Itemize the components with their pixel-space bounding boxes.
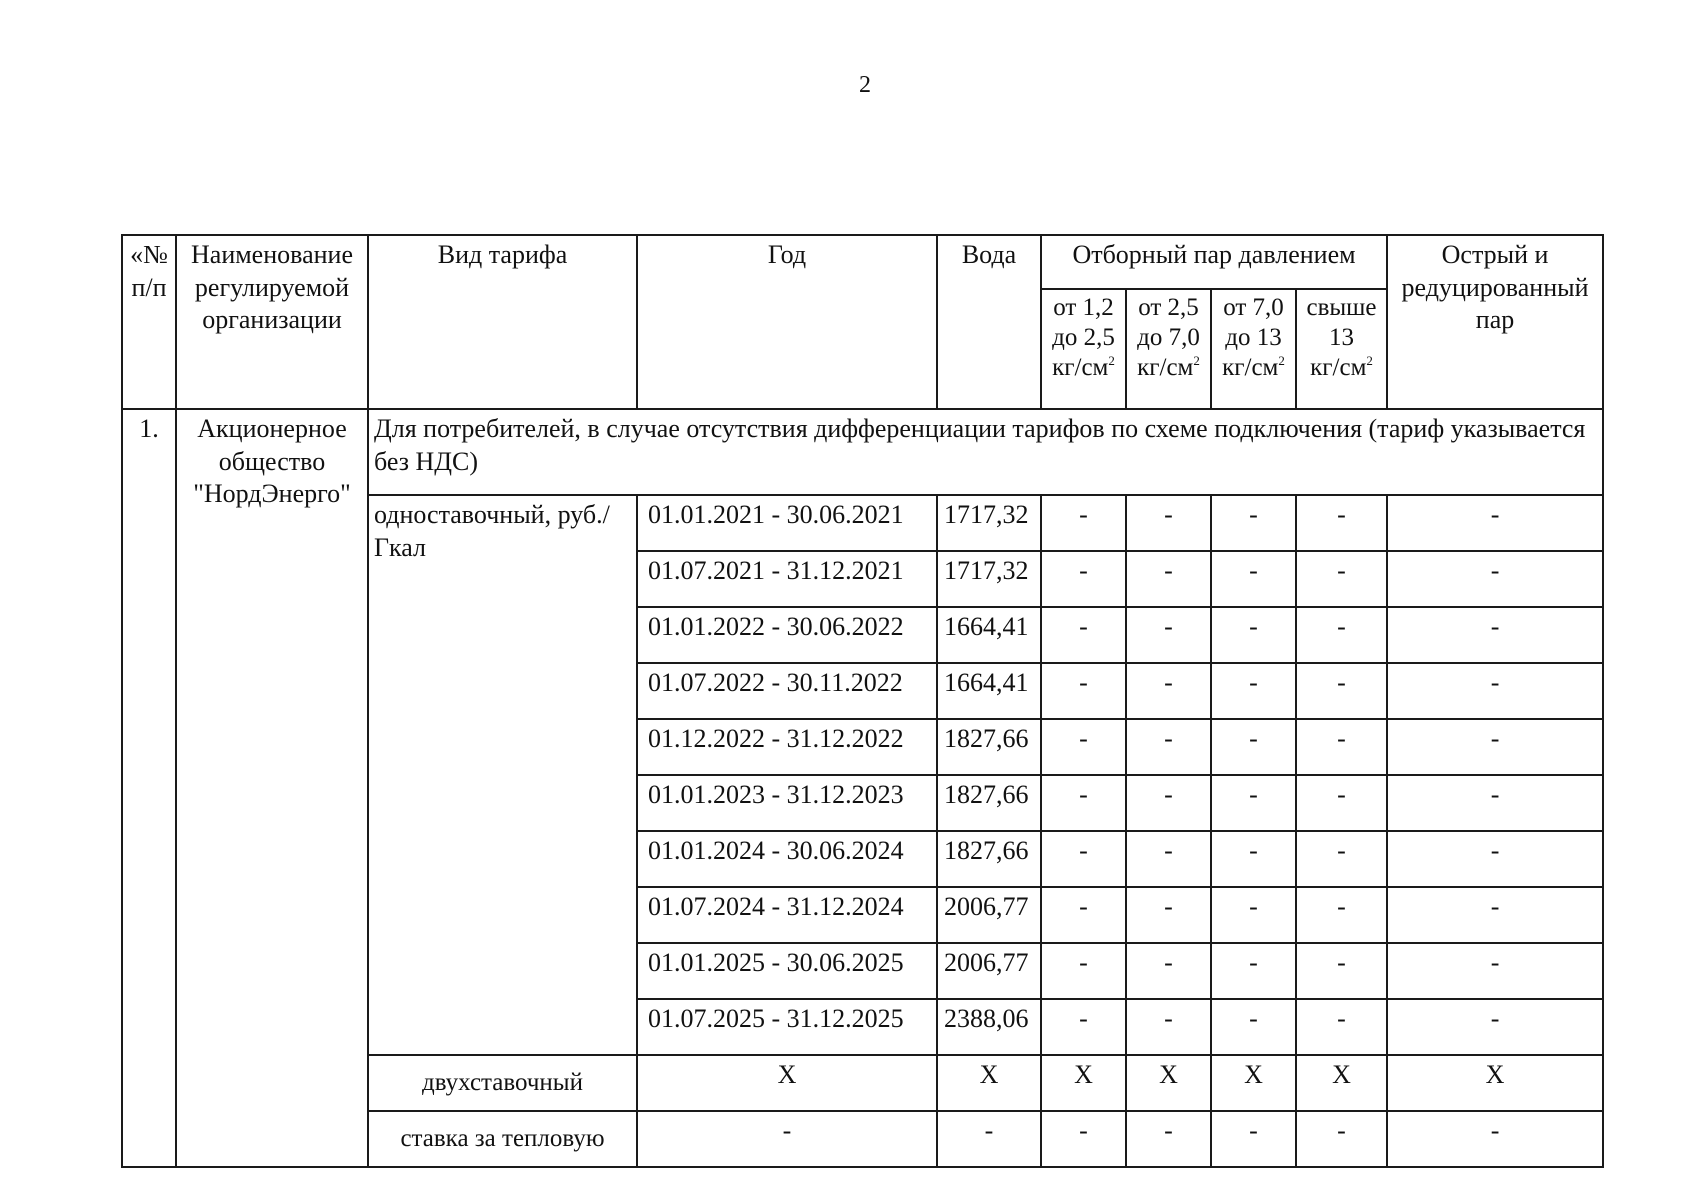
dash-cell: - [1126, 495, 1211, 551]
dash-cell: - [1041, 943, 1126, 999]
header-org: Наименование регулируемой организации [176, 235, 368, 409]
period-cell: 01.01.2024 - 30.06.2024 [637, 831, 937, 887]
dash-cell: - [1387, 607, 1603, 663]
period-cell: 01.01.2021 - 30.06.2021 [637, 495, 937, 551]
dash-cell: - [1041, 999, 1126, 1055]
water-value: 2006,77 [937, 887, 1041, 943]
header-water: Вода [937, 235, 1041, 409]
consumer-note: Для потребителей, в случае отсутствия дифференциации тарифов по схеме подключения (тариф указывается без НДС) [368, 409, 1603, 495]
dash-cell: - [1126, 551, 1211, 607]
dash-cell: - [1296, 775, 1387, 831]
dash-cell: - [1211, 495, 1296, 551]
dash-cell: - [1387, 943, 1603, 999]
dash-cell: - [1296, 999, 1387, 1055]
dash-cell: - [1211, 887, 1296, 943]
dash-cell: - [1041, 775, 1126, 831]
x-mark: Х [1126, 1055, 1211, 1111]
dash-cell: - [1296, 831, 1387, 887]
dash-cell: - [1296, 495, 1387, 551]
period-cell: 01.07.2025 - 31.12.2025 [637, 999, 937, 1055]
dash-cell: - [1387, 887, 1603, 943]
dash-cell: - [1387, 495, 1603, 551]
water-value: 1717,32 [937, 495, 1041, 551]
period-cell: 01.01.2022 - 30.06.2022 [637, 607, 937, 663]
header-steam-col-2: от 2,5 до 7,0 $кг/см^2$ [1126, 289, 1211, 409]
dash-cell: - [1387, 719, 1603, 775]
dash-cell: - [1041, 551, 1126, 607]
water-value: 1827,66 [937, 719, 1041, 775]
two-rate-label: двухставочный [368, 1055, 637, 1111]
dash-cell: - [1126, 719, 1211, 775]
header-steam-group: Отборный пар давлением [1041, 235, 1387, 289]
x-mark: Х [637, 1055, 937, 1111]
water-value: 1664,41 [937, 663, 1041, 719]
period-cell: 01.12.2022 - 31.12.2022 [637, 719, 937, 775]
dash-cell: - [1387, 775, 1603, 831]
x-mark: Х [1041, 1055, 1126, 1111]
water-value: 1717,32 [937, 551, 1041, 607]
dash-cell: - [1126, 775, 1211, 831]
dash-cell: - [1387, 663, 1603, 719]
dash-cell: - [1041, 887, 1126, 943]
dash-cell: - [1041, 495, 1126, 551]
dash-cell: - [1126, 887, 1211, 943]
dash-cell: - [1211, 943, 1296, 999]
header-year: Год [637, 235, 937, 409]
dash-cell: - [1126, 607, 1211, 663]
dash-cell: - [1211, 607, 1296, 663]
header-steam-col-3: от 7,0 до 13 $кг/см^2$ [1211, 289, 1296, 409]
dash-cell: - [1041, 663, 1126, 719]
dash-cell: - [1211, 663, 1296, 719]
x-mark: Х [1387, 1055, 1603, 1111]
dash-cell: - [1296, 551, 1387, 607]
period-cell: 01.07.2022 - 30.11.2022 [637, 663, 937, 719]
x-mark: Х [937, 1055, 1041, 1111]
water-value: 1827,66 [937, 831, 1041, 887]
period-cell: 01.01.2025 - 30.06.2025 [637, 943, 937, 999]
heat-rate-label: ставка за тепловую [368, 1111, 637, 1167]
dash-cell: - [1387, 1111, 1603, 1167]
dash-cell: - [1041, 1111, 1126, 1167]
org-note-row [122, 409, 1603, 495]
dash-cell: - [1211, 719, 1296, 775]
dash-cell: - [1126, 943, 1211, 999]
dash-cell: - [1387, 999, 1603, 1055]
header-num: «№ п/п [122, 235, 176, 409]
header-steam-col-4: свыше 13 $кг/см^2$ [1296, 289, 1387, 409]
dash-cell: - [1211, 1111, 1296, 1167]
dash-cell: - [1296, 943, 1387, 999]
dash-cell: - [1126, 999, 1211, 1055]
dash-cell: - [1296, 607, 1387, 663]
dash-cell: - [937, 1111, 1041, 1167]
period-cell: 01.07.2021 - 31.12.2021 [637, 551, 937, 607]
header-row-1 [122, 235, 1603, 289]
dash-cell: - [1296, 719, 1387, 775]
header-tariff-type: Вид тарифа [368, 235, 637, 409]
dash-cell: - [1296, 663, 1387, 719]
dash-cell: - [1041, 831, 1126, 887]
dash-cell: - [1126, 1111, 1211, 1167]
dash-cell: - [637, 1111, 937, 1167]
period-cell: 01.07.2024 - 31.12.2024 [637, 887, 937, 943]
tariff-table [121, 234, 1604, 1168]
dash-cell: - [1126, 663, 1211, 719]
dash-cell: - [1296, 887, 1387, 943]
water-value: 2006,77 [937, 943, 1041, 999]
dash-cell: - [1387, 551, 1603, 607]
dash-cell: - [1211, 831, 1296, 887]
water-value: 1827,66 [937, 775, 1041, 831]
page-number: 2 [859, 72, 871, 98]
dash-cell: - [1041, 719, 1126, 775]
dash-cell: - [1211, 551, 1296, 607]
x-mark: Х [1296, 1055, 1387, 1111]
single-rate-label: одноставочный, руб./Гкал [368, 495, 637, 1055]
header-steam-col-1: от 1,2 до 2,5 $кг/см^2$ [1041, 289, 1126, 409]
x-mark: Х [1211, 1055, 1296, 1111]
dash-cell: - [1387, 831, 1603, 887]
water-value: 2388,06 [937, 999, 1041, 1055]
org-name: Акционерное общество "НордЭнерго" [176, 409, 368, 1167]
dash-cell: - [1041, 607, 1126, 663]
dash-cell: - [1126, 831, 1211, 887]
row-number: 1. [122, 409, 176, 1167]
period-cell: 01.01.2023 - 31.12.2023 [637, 775, 937, 831]
dash-cell: - [1211, 775, 1296, 831]
water-value: 1664,41 [937, 607, 1041, 663]
header-sharp-steam: Острый и редуцированный пар [1387, 235, 1603, 409]
dash-cell: - [1211, 999, 1296, 1055]
dash-cell: - [1296, 1111, 1387, 1167]
